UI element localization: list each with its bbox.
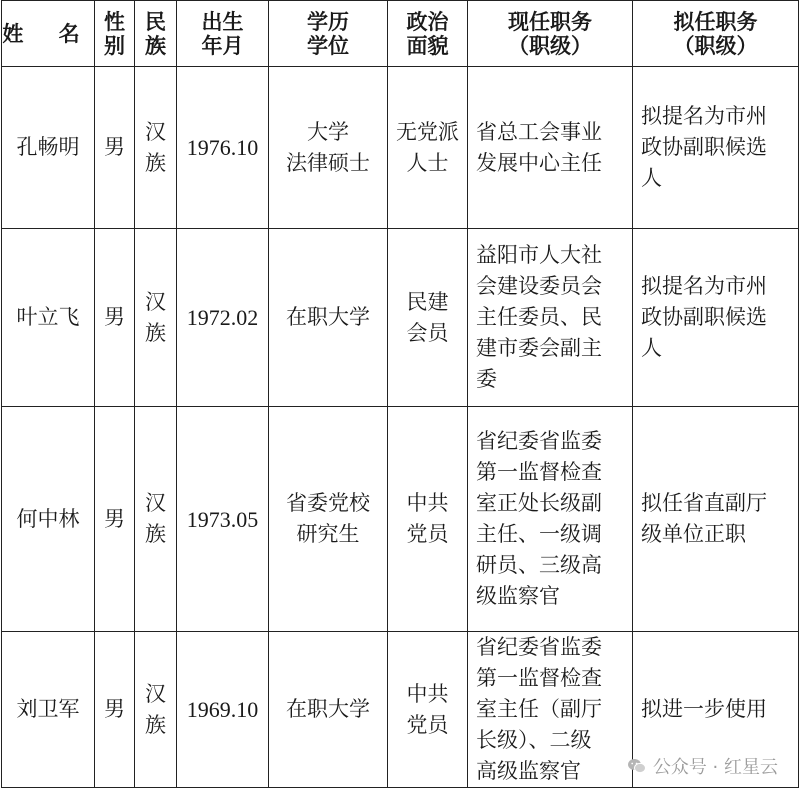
cell-name: 叶立飞 (2, 229, 95, 407)
cell-political: 中共 党员 (388, 407, 468, 632)
header-gender: 性 别 (95, 1, 135, 67)
cell-ethnicity: 汉 族 (135, 229, 177, 407)
cell-birth: 1976.10 (177, 67, 269, 229)
cell-proposed-post: 拟提名为市州 政协副职候选 人 (633, 229, 799, 407)
cell-birth: 1973.05 (177, 407, 269, 632)
header-political: 政治 面貌 (388, 1, 468, 67)
cell-political: 民建 会员 (388, 229, 468, 407)
table-row (2, 229, 799, 407)
cell-ethnicity: 汉 族 (135, 67, 177, 229)
cell-gender: 男 (95, 67, 135, 229)
cell-current-post: 益阳市人大社 会建设委员会 主任委员、民 建市委会副主 委 (468, 229, 633, 407)
cell-education: 大学 法律硕士 (269, 67, 388, 229)
cell-gender: 男 (95, 229, 135, 407)
cell-gender: 男 (95, 407, 135, 632)
header-current-post: 现任职务 （职级） (468, 1, 633, 67)
personnel-table (1, 0, 799, 788)
header-birth: 出生 年月 (177, 1, 269, 67)
header-ethnicity: 民 族 (135, 1, 177, 67)
table-row (2, 67, 799, 229)
cell-name: 孔畅明 (2, 67, 95, 229)
cell-name: 刘卫军 (2, 632, 95, 788)
cell-education: 在职大学 (269, 229, 388, 407)
header-name: 姓 名 (2, 1, 95, 67)
cell-ethnicity: 汉 族 (135, 407, 177, 632)
wechat-icon (627, 758, 647, 774)
table-header-row (2, 1, 799, 67)
cell-ethnicity: 汉 族 (135, 632, 177, 788)
cell-current-post: 省总工会事业 发展中心主任 (468, 67, 633, 229)
cell-education: 在职大学 (269, 632, 388, 788)
cell-proposed-post: 拟提名为市州 政协副职候选 人 (633, 67, 799, 229)
cell-gender: 男 (95, 632, 135, 788)
cell-political: 中共 党员 (388, 632, 468, 788)
cell-birth: 1969.10 (177, 632, 269, 788)
header-education: 学历 学位 (269, 1, 388, 67)
cell-current-post: 省纪委省监委 第一监督检查 室正处长级副 主任、一级调 研员、三级高 级监察官 (468, 407, 633, 632)
cell-education: 省委党校 研究生 (269, 407, 388, 632)
cell-current-post: 省纪委省监委 第一监督检查 室主任（副厅 长级）、二级 高级监察官 (468, 632, 633, 788)
header-proposed-post: 拟任职务 （职级） (633, 1, 799, 67)
watermark-text: 公众号 · 红星云 (652, 757, 778, 778)
cell-proposed-post: 拟进一步使用 (633, 632, 799, 788)
watermark (627, 753, 778, 779)
table-row (2, 407, 799, 632)
cell-birth: 1972.02 (177, 229, 269, 407)
cell-name: 何中林 (2, 407, 95, 632)
cell-proposed-post: 拟任省直副厅 级单位正职 (633, 407, 799, 632)
cell-political: 无党派 人士 (388, 67, 468, 229)
